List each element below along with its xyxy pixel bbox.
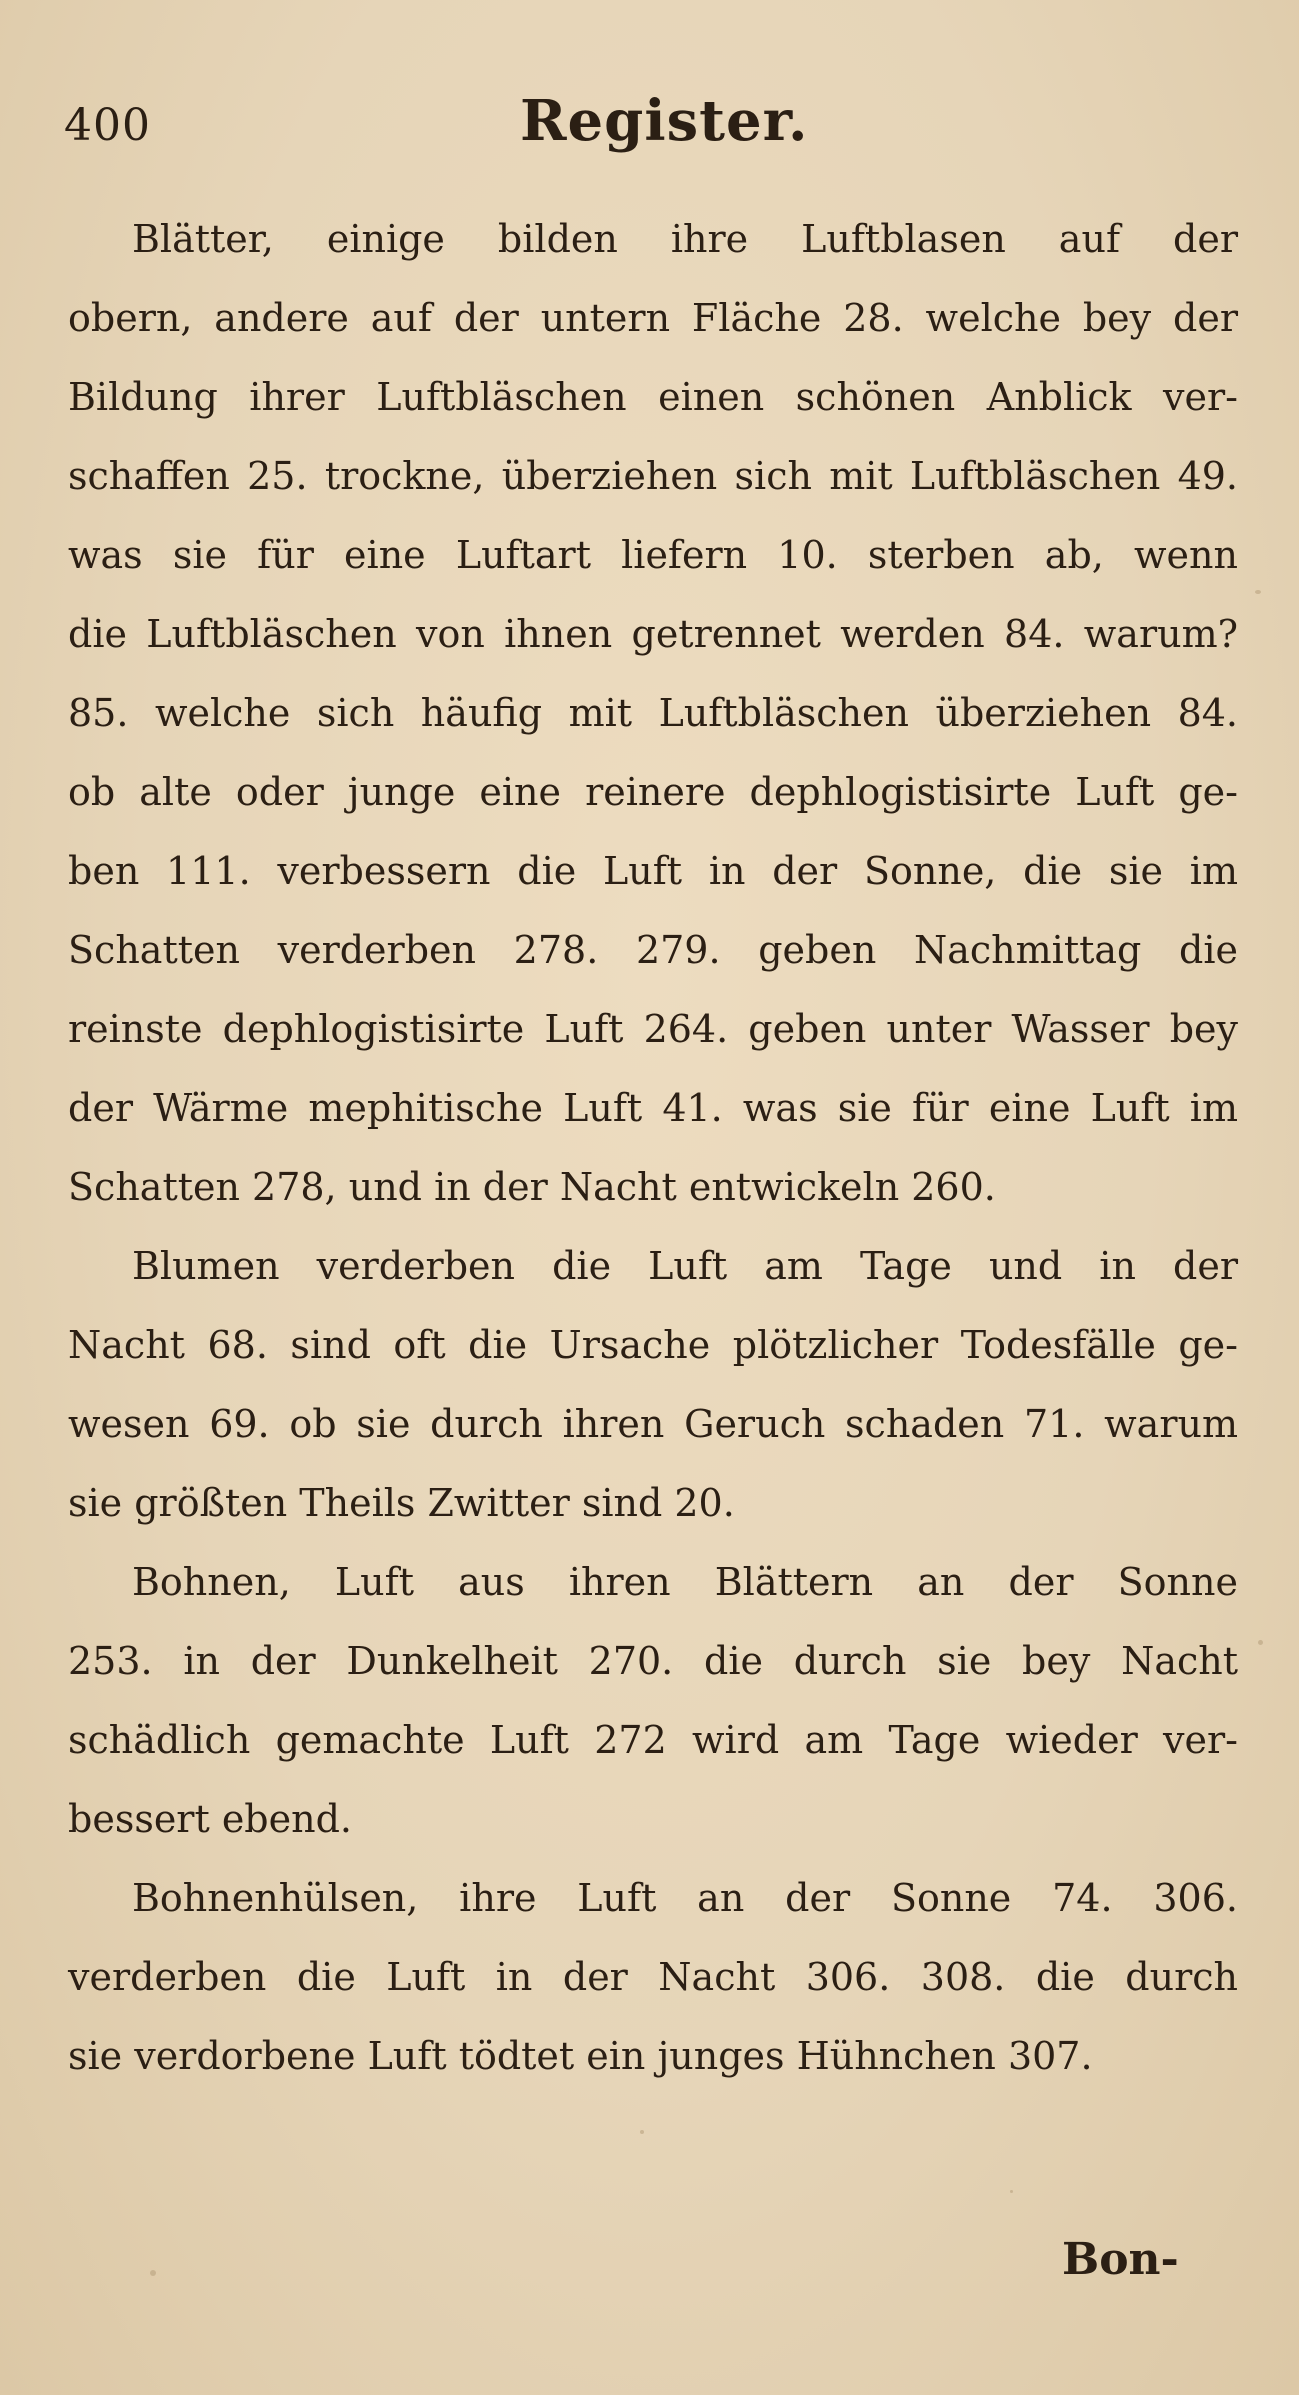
- entry-blaetter-line-6: die Luftbläschen von ihnen getrennet werden 84. warum?: [68, 612, 1238, 656]
- paper-speck: [1010, 2190, 1013, 2193]
- entry-blaetter-line-3: Bildung ihrer Luftbläschen einen schönen Anblick ver-: [68, 375, 1238, 419]
- paper-speck: [1255, 590, 1261, 594]
- entry-blumen-line-2: Nacht 68. sind oft die Ursache plötzlicher Todesfälle ge-: [68, 1323, 1238, 1367]
- entry-blaetter-line-2: obern, andere auf der untern Fläche 28. welche bey der: [68, 296, 1238, 340]
- entry-blaetter-line-1: Blätter, einige bilden ihre Luftblasen auf der: [132, 217, 1238, 261]
- register-text: [68, 200, 1238, 2096]
- entry-blumen-line-3: wesen 69. ob sie durch ihren Geruch schaden 71. warum: [68, 1402, 1238, 1446]
- running-head: Register.: [520, 88, 809, 154]
- paper-speck: [640, 2130, 644, 2134]
- entry-bohnen-line-1: Bohnen, Luft aus ihren Blättern an der Sonne: [132, 1560, 1238, 1604]
- catchword: Bon-: [1062, 2234, 1179, 2285]
- entry-blaetter-line-11: reinste dephlogistisirte Luft 264. geben unter Wasser bey: [68, 1007, 1238, 1051]
- entry-bohnenhuelsen-line-3: sie verdorbene Luft tödtet ein junges Hühnchen 307.: [68, 2034, 1093, 2078]
- entry-blumen-line-4: sie größten Theils Zwitter sind 20.: [68, 1481, 735, 1525]
- paper-speck: [150, 2270, 156, 2276]
- paper-speck: [1258, 1640, 1263, 1645]
- entry-blaetter-line-8: ob alte oder junge eine reinere dephlogistisirte Luft ge-: [68, 770, 1238, 814]
- entry-bohnenhuelsen-line-2: verderben die Luft in der Nacht 306. 308. die durch: [68, 1955, 1238, 1999]
- entry-blaetter-line-4: schaffen 25. trockne, überziehen sich mit Luftbläschen 49.: [68, 454, 1238, 498]
- entry-blaetter-line-9: ben 111. verbessern die Luft in der Sonne, die sie im: [68, 849, 1238, 893]
- entry-bohnenhuelsen-line-1: Bohnenhülsen, ihre Luft an der Sonne 74. 306.: [132, 1876, 1238, 1920]
- page-number: 400: [64, 100, 151, 151]
- entry-blaetter-line-5: was sie für eine Luftart liefern 10. sterben ab, wenn: [68, 533, 1238, 577]
- entry-blaetter-line-13: Schatten 278, und in der Nacht entwickeln 260.: [68, 1165, 996, 1209]
- entry-blumen-line-1: Blumen verderben die Luft am Tage und in der: [132, 1244, 1238, 1288]
- entry-blaetter-line-7: 85. welche sich häufig mit Luftbläschen überziehen 84.: [68, 691, 1238, 735]
- entry-bohnen-line-4: bessert ebend.: [68, 1797, 352, 1841]
- entry-bohnen-line-2: 253. in der Dunkelheit 270. die durch sie bey Nacht: [68, 1639, 1238, 1683]
- entry-bohnen-line-3: schädlich gemachte Luft 272 wird am Tage wieder ver-: [68, 1718, 1238, 1762]
- entry-blaetter-line-10: Schatten verderben 278. 279. geben Nachmittag die: [68, 928, 1238, 972]
- entry-blaetter-line-12: der Wärme mephitische Luft 41. was sie für eine Luft im: [68, 1086, 1238, 1130]
